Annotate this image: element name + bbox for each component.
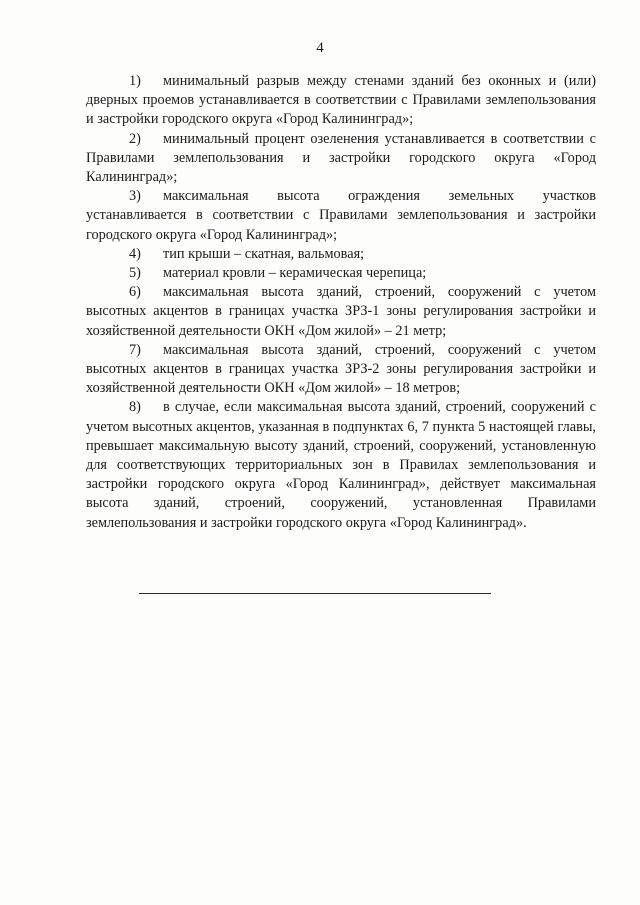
item-number: 4) (129, 245, 141, 262)
item-number: 5) (129, 265, 141, 282)
item-number: 1) (129, 73, 141, 89)
list-item (86, 264, 596, 283)
item-text: материал кровли – керамическая черепица; (163, 265, 427, 282)
list-item (86, 130, 596, 188)
list-item (86, 72, 596, 130)
item-number: 2) (129, 130, 141, 147)
item-text: минимальный процент озеленения устанавливается в соответствии с Правилами землепользования и застройки городского округа «Город Калининград»; (86, 130, 596, 186)
document-body (86, 72, 596, 533)
list-item (86, 398, 596, 532)
item-text: тип крыши – скатная, вальмовая; (163, 245, 365, 262)
item-text: максимальная высота зданий, строений, сооружений с учетом высотных акцентов в границах участка ЗРЗ-1 зоны регулирования застройки и хозяйственной деятельности ОКН «Дом жилой» – 21 метр; (86, 284, 596, 339)
item-text: максимальная высота зданий, строений, сооружений с учетом высотных акцентов в границах участка ЗРЗ-2 зоны регулирования застройки и хозяйственной деятельности ОКН «Дом жилой» – 18 метров; (86, 341, 596, 397)
item-text: максимальная высота ограждения земельных участков устанавливается в соответствии с Правилами землепользования и застройки городского округа «Город Калининград»; (86, 188, 596, 243)
list-item (86, 245, 596, 264)
item-number: 3) (129, 188, 141, 205)
item-text: минимальный разрыв между стенами зданий без оконных и (или) дверных проемов устанавливается в соответствии с Правилами землепользования и застройки городского округа «Город Калининград»; (86, 73, 596, 128)
page-number: 4 (316, 40, 324, 56)
list-item (86, 187, 596, 245)
list-item (86, 341, 596, 399)
item-number: 8) (129, 399, 141, 416)
end-divider (139, 593, 491, 594)
item-text: в случае, если максимальная высота зданий, строений, сооружений с учетом высотных акцентов, указанная в подпунктах 6, 7 пункта 5 настоящей главы, превышает максимальную высоту зданий, строений, сооружений, установленную для соответствующих территориальных зон в Правилах землепользования и застройки городского округа «Город Калининград», действует максимальная высота зданий, строений, сооружений, установленная Правилами землепользования и застройки городского округа «Город Калининград». (86, 399, 596, 531)
item-number: 7) (129, 341, 141, 358)
item-number: 6) (129, 284, 141, 301)
list-item (86, 283, 596, 341)
